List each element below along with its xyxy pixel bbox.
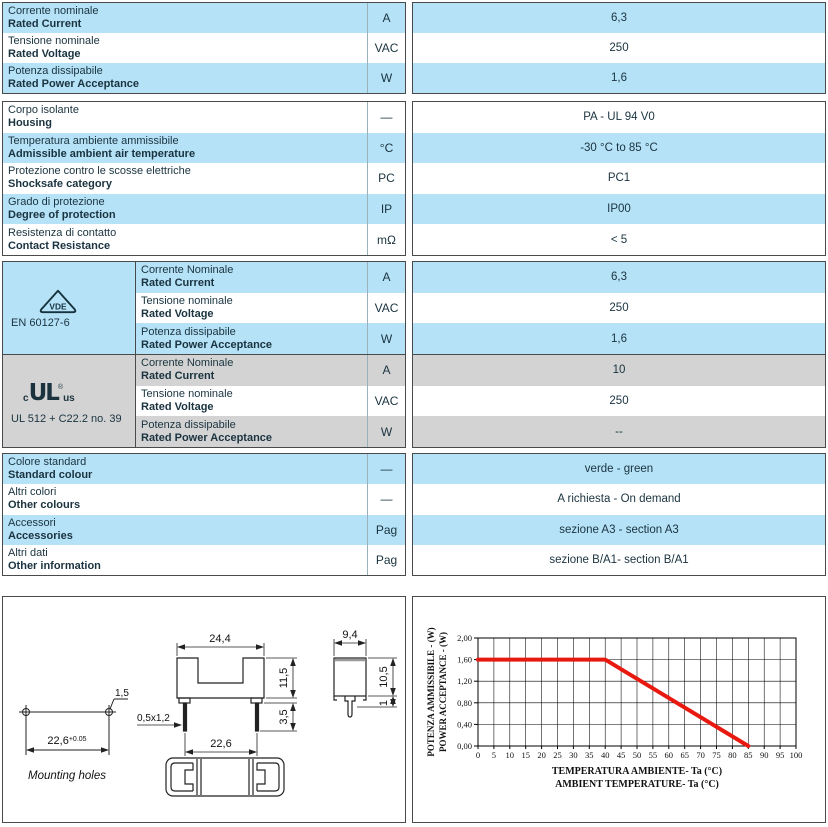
svg-text:0,80: 0,80 [457,697,472,708]
svg-text:55: 55 [648,750,658,760]
spec-row [3,484,405,514]
mounting-holes-caption: Mounting holes [28,770,106,782]
svg-text:100: 100 [789,750,803,760]
spec-row [3,224,405,255]
value-cell: 250 [413,33,825,63]
value-cell: 1,6 [413,63,825,93]
spec-label [3,484,367,514]
spec-label [3,545,367,575]
label-english: Contact Resistance [8,239,111,252]
svg-text:15: 15 [521,750,530,760]
svg-text:50: 50 [632,750,642,760]
other-value-table [412,453,826,576]
label-italian: Potenza dissipabile [141,325,236,338]
spec-label [3,454,367,484]
spec-label [3,133,367,164]
label-english: Rated Voltage [8,48,81,60]
label-italian: Tensione nominale [141,295,233,307]
label-italian: Protezione contro le scosse elettriche [8,165,191,178]
spec-row [3,545,405,575]
value-cell: A richiesta - On demand [413,484,825,514]
label-english: Housing [8,117,52,130]
label-italian: Corrente Nominale [141,264,234,277]
dim-side-height: 10,5 [378,666,390,688]
unit-cell: A [367,355,405,386]
label-italian: Temperatura ambiente ammissibile [8,134,179,147]
section-other [2,453,826,576]
svg-text:20: 20 [537,750,546,760]
approvals-label-table [2,261,406,448]
label-english: Rated Current [141,277,215,290]
label-english: Standard colour [8,469,93,482]
svg-text:75: 75 [712,750,721,760]
value-cell: PA - UL 94 V0 [413,102,825,133]
approvals-value-table [412,261,826,448]
side-view-drawing [334,658,366,717]
unit-cell: A [367,262,405,293]
dim-side-width: 9,4 [342,629,358,641]
value-cell: -30 °C to 85 °C [413,133,825,164]
label-italian: Accessori [8,516,56,529]
dim-pin-offset: 1 [378,699,390,707]
label-english: Other colours [8,499,81,512]
section-approvals [2,261,826,448]
dim-body-width: 24,4 [209,633,231,645]
svg-text:65: 65 [680,750,689,760]
spec-label [3,102,367,133]
technical-drawing-panel [2,596,406,823]
unit-cell: Pag [367,545,405,575]
spec-row [3,194,405,225]
spec-label [136,293,367,324]
value-cell: -- [413,416,825,447]
ul-logo-icon: cUL®us [23,380,75,406]
label-english: Rated Current [8,18,82,30]
svg-text:35: 35 [585,750,594,760]
value-cell: 10 [413,354,825,386]
svg-text:95: 95 [775,750,785,760]
unit-cell: mΩ [367,224,405,255]
derating-chart-panel [412,596,826,823]
svg-text:60: 60 [664,750,674,760]
label-italian: Corpo isolante [8,104,79,117]
x-axis-title-it: TEMPERATURA AMBIENTE- Ta (°C) [551,766,723,777]
value-cell: 1,6 [413,323,825,354]
spec-row [136,416,405,447]
spec-row [3,515,405,545]
ul-certification-cell [3,354,135,447]
front-view-drawing [177,658,264,731]
spec-row [136,386,405,417]
other-label-table [2,453,406,576]
label-english: Admissible ambient air temperature [8,147,196,160]
svg-text:30: 30 [569,750,578,760]
spec-row [3,133,405,164]
spec-label [136,355,367,386]
svg-text:0: 0 [475,750,481,760]
unit-cell: PC [367,163,405,194]
spec-row [136,293,405,324]
spec-row [136,323,405,354]
value-cell: 250 [413,293,825,324]
label-italian: Altri colori [8,486,57,499]
vde-standard-label: EN 60127-6 [11,316,70,329]
y-axis-title-en: POWER ACCEPTANCE - (W) [438,631,448,753]
label-english: Rated Power Acceptance [141,338,273,351]
spec-label [136,262,367,293]
ratings-value-table [412,2,826,94]
unit-cell: Pag [367,515,405,545]
svg-text:90: 90 [759,750,769,760]
bottom-view-drawing [166,758,284,796]
svg-text:0,40: 0,40 [457,719,472,730]
svg-text:VDE: VDE [49,300,67,311]
vde-logo-icon [37,288,79,314]
spec-label [3,194,367,225]
dimension-drawing [3,597,405,822]
dim-pin-length: 3,5 [278,709,290,725]
spec-label [3,63,367,93]
label-english: Rated Voltage [141,308,214,320]
spec-row [3,3,405,33]
spec-row [3,454,405,484]
chart-grid [478,638,796,746]
spec-row [136,262,405,293]
unit-cell: A [367,3,405,33]
mounting-holes-drawing [19,699,128,755]
svg-text:2,00: 2,00 [457,633,472,643]
unit-cell: VAC [367,33,405,63]
section-construction [2,101,826,256]
label-italian: Altri dati [8,546,48,559]
svg-text:1,20: 1,20 [457,676,472,687]
label-italian: Corrente Nominale [141,357,234,370]
label-english: Degree of protection [8,209,116,222]
label-english: Accessories [8,529,73,542]
spec-label [3,515,367,545]
ul-standard-label: UL 512 + C22.2 no. 39 [11,413,122,425]
unit-cell: °C [367,133,405,164]
dim-hole-pitch: $22,6^{+0.05}$ [47,735,87,747]
label-italian: Potenza dissipabile [8,65,103,77]
unit-cell: W [367,416,405,447]
spec-label [136,386,367,417]
construction-value-table [412,101,826,256]
spec-row [136,354,405,386]
construction-label-table [2,101,406,256]
svg-text:85: 85 [744,750,753,760]
label-english: Rated Voltage [141,401,214,414]
spec-label [3,3,367,33]
spec-row [3,33,405,63]
label-italian: Potenza dissipabile [141,418,236,431]
svg-text:1,60: 1,60 [457,654,472,665]
value-cell: sezione A3 - section A3 [413,515,825,545]
svg-text:5: 5 [491,750,497,760]
value-cell: sezione B/A1- section B/A1 [413,545,825,575]
label-italian: Colore standard [8,456,87,469]
label-italian: Tensione nominale [8,35,100,47]
approvals-rows [136,262,405,447]
svg-text:10: 10 [505,750,515,760]
dim-pin-pitch: 22,6 [210,738,232,750]
section-ratings [2,2,826,94]
unit-cell: — [367,484,405,514]
value-cell: 6,3 [413,3,825,33]
x-axis-title-en: AMBIENT TEMPERATURE- Ta (°C) [555,779,719,790]
svg-text:70: 70 [696,750,705,760]
label-italian: Corrente nominale [8,5,99,17]
label-english: Shocksafe category [8,178,112,191]
label-english: Rated Current [141,370,215,383]
spec-label [3,33,367,63]
unit-cell: — [367,102,405,133]
y-axis-title-it: POTENZA AMMISSIBILE - (W) [426,627,436,757]
value-cell: PC1 [413,163,825,194]
chart-tick-labels [457,633,802,760]
unit-cell: VAC [367,386,405,417]
label-italian: Tensione nominale [141,388,233,401]
unit-cell: W [367,323,405,354]
label-english: Rated Power Acceptance [141,431,273,444]
value-cell: verde - green [413,454,825,484]
spec-label [136,323,367,354]
unit-cell: VAC [367,293,405,324]
approvals-logo-column [3,262,136,447]
spec-label [3,224,367,255]
spec-row [3,102,405,133]
derating-chart [413,597,825,822]
svg-text:45: 45 [616,750,626,760]
svg-text:40: 40 [600,750,610,760]
value-cell: 6,3 [413,262,825,293]
value-cell: 250 [413,386,825,417]
dim-hole-diameter: 1,5 [115,688,129,699]
spec-row [3,63,405,93]
dim-body-height: 11,5 [278,667,290,689]
spec-label [3,163,367,194]
dim-pin-section: 0,5x1,2 [137,713,170,724]
label-english: Other information [8,559,101,572]
chart-ticks [474,638,796,749]
ratings-label-table [2,2,406,94]
spec-row [3,163,405,194]
svg-text:80: 80 [728,750,737,760]
unit-cell: — [367,454,405,484]
value-cell: < 5 [413,224,825,255]
label-italian: Resistenza di contatto [8,226,117,239]
label-english: Rated Power Acceptance [8,78,140,90]
vde-certification-cell [3,262,135,354]
label-italian: Grado di protezione [8,196,105,209]
value-cell: IP00 [413,194,825,225]
spec-label [136,416,367,447]
unit-cell: IP [367,194,405,225]
svg-text:25: 25 [553,750,562,760]
unit-cell: W [367,63,405,93]
svg-text:0,00: 0,00 [457,741,472,751]
